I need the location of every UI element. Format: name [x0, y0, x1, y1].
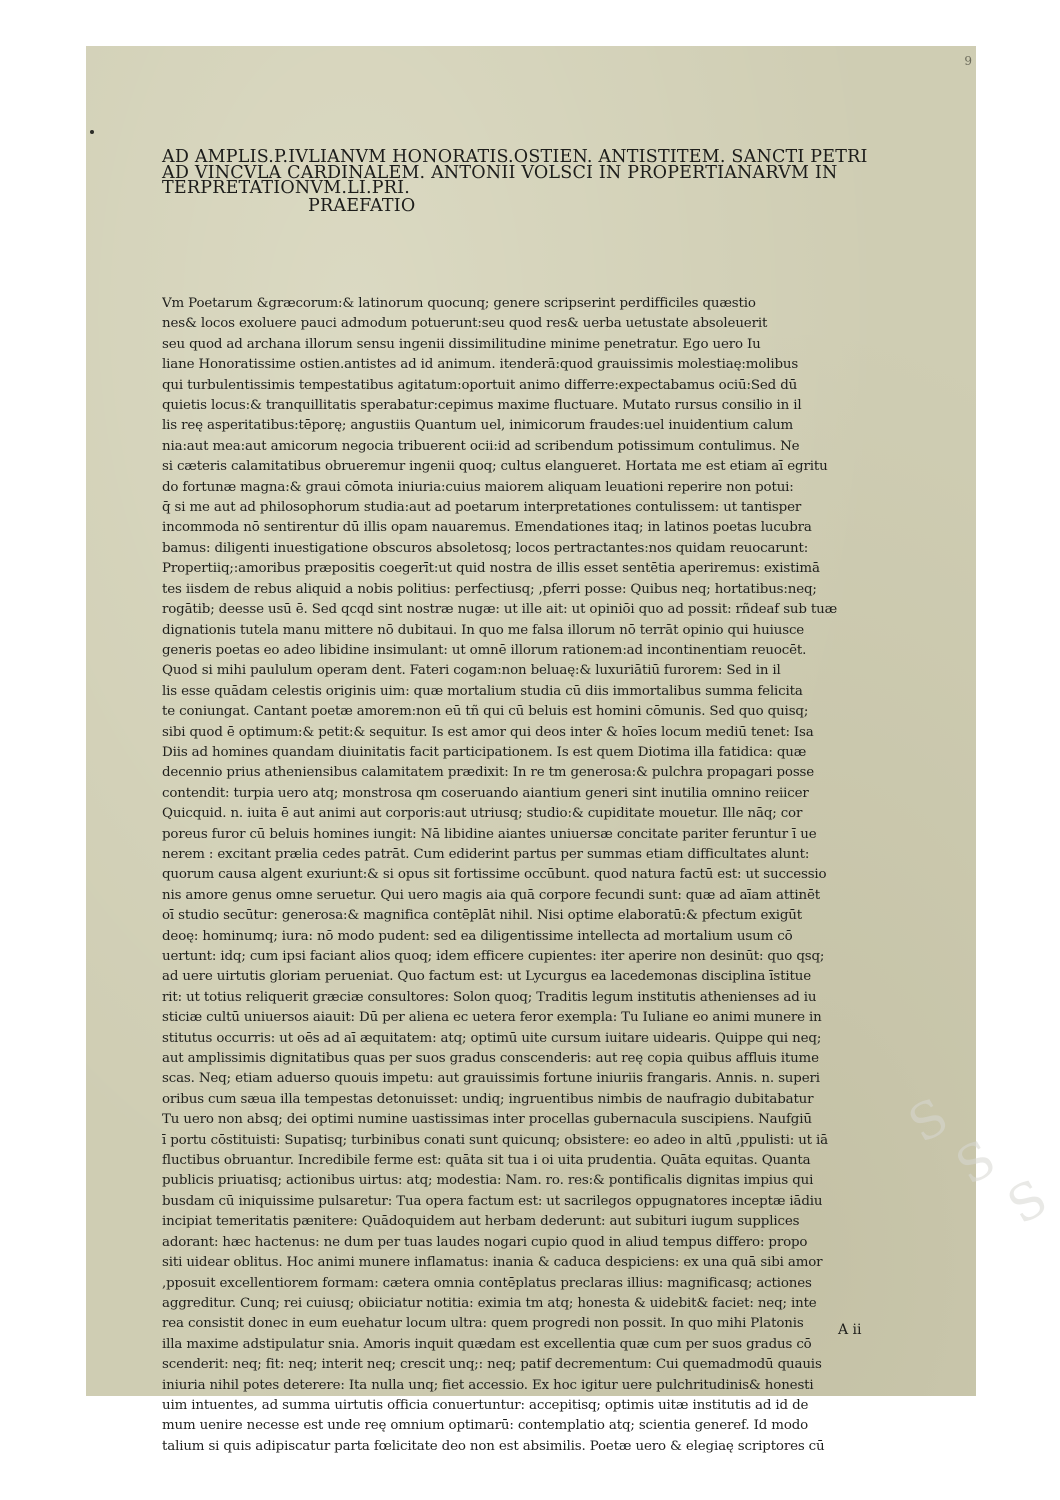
text-line: nerem : excitant prælia cedes patrāt. Cum ediderint partus per summas etiam difficultates alunt: — [162, 846, 810, 862]
text-line: q̄ si me aut ad philosophorum studia:aut ad poetarum interpretationes contulissem: ut tantisper — [162, 500, 802, 516]
text-line: illa maxime adstipulatur snia. Amoris inquit quædam est excellentia quæ cum per suos gradus cō — [162, 1336, 812, 1352]
text-line: qui turbulentissimis tempestatibus agitatum:oportuit animo differre:expectabamus ociū:Sed dū — [162, 377, 798, 393]
svg-text:S: S — [899, 1086, 958, 1155]
text-line: oribus cum sæua illa tempestas detonuisset: undiq; ingruentibus nimbis de naufragio dubitabatur — [162, 1091, 814, 1107]
text-line: sibi quod ē optimum:& petit:& sequitur. Is est amor qui deos inter & hoīes locum mediū tenet: Isa — [162, 724, 814, 740]
text-line: incommoda nō sentirentur dū illis opam nauaremus. Emendationes itaq; in latinos poetas lucubra — [162, 520, 812, 536]
text-line: Vm Poetarum &græcorum:& latinorum quocunq; genere scripserint perdifficiles quæstio — [162, 296, 756, 311]
text-line: mum uenire necesse est unde reę omnium optimarū: contemplatio atq; scientia generef. Id modo — [162, 1418, 809, 1434]
body-text — [162, 294, 926, 1457]
svg-text:S: S — [946, 1128, 1006, 1197]
text-line: uertunt: idq; cum ipsi faciant alios quoq; idem efficere cupientes: iter aperire non desinūt: quo qsq; — [162, 949, 825, 964]
text-line: oī studio secūtur: generosa:& magnifica contēplāt nihil. Nisi optime elaboratū:& pfectum exigūt — [162, 908, 802, 924]
text-line: nes& locos exoluere pauci admodum potuerunt:seu quod res& uerba uetustate absoleuerit — [162, 316, 768, 332]
text-line: incipiat temeritatis pænitere: Quādoquidem aut herbam dederunt: aut subituri iugum supplices — [162, 1214, 800, 1230]
text-line: dignationis tutela manu mittere nō dubitaui. In quo me falsa illorum nō terrāt opinio qui huiusce — [162, 622, 805, 638]
text-line: iniuria nihil potes deterere: Ita nulla unq; fiet accessio. Ex hoc igitur uere pulchritudinis& honesti — [162, 1377, 814, 1393]
text-line: lis reę asperitatibus:tēporę; angustiis Quantum uel, inimicorum fraudes:uel inuidentium calum — [162, 418, 794, 434]
text-line: Diis ad homines quandam diuinitatis facit participationem. Is est quem Diotima illa fatidica: quæ — [162, 744, 807, 760]
text-line: sticiæ cultū uniuersos aiauit: Dū per aliena ec uetera feror exempla: Tu Iuliane eo animi munere in — [162, 1010, 822, 1026]
heading-line: AD VINCVLA CARDINALEM. ANTONII VOLSCI IN PROPERTIANARVM IN — [162, 162, 838, 183]
text-line: stitutus occurris: ut oēs ad aī æquitatem: atq; optimū uite cursum iuitare uidearis. Quippe qui neq; — [162, 1030, 822, 1046]
text-line: quietis locus:& tranquillitatis sperabatur:cepimus maxime fluctuare. Mutato rursus consilio in il — [162, 398, 802, 414]
text-line: contendit: turpia uero atq; monstrosa qm coseruando aiantium generi sint inutilia omnino reiicer — [162, 785, 809, 801]
text-line: scas. Neq; etiam aduerso quouis impetu: aut grauissimis fortune iniuriis frangaris. Annis. n. superi — [162, 1071, 820, 1087]
text-line: quorum causa algent exuriunt:& si opus sit fortissime occūbunt. quod natura factū est: ut successio — [162, 867, 827, 883]
folio-number: 9 — [964, 54, 972, 68]
signature-mark: A ii — [838, 1322, 862, 1338]
text-line: fluctibus obruantur. Incredibile ferme est: quāta sit tua i oi uita prudentia. Quāta equitas. Quanta — [162, 1153, 811, 1169]
svg-text:S: S — [998, 1168, 1057, 1236]
text-line: poreus furor cū beluis homines iungit: Nā libidine aiantes uniuersæ concitate pariter feruntur ī ue — [162, 826, 817, 842]
text-line: nis amore genus omne seruetur. Qui uero magis aia quā corpore fecundi sunt: quæ ad aīam attinēt — [162, 887, 820, 903]
ink-dot-mark — [90, 130, 94, 134]
text-line: busdam cū iniquissime pulsaretur: Tua opera factum est: ut sacrilegos oppugnatores inceptæ iādiu — [162, 1193, 823, 1209]
text-line: seu quod ad archana illorum sensu ingenii dissimilitudine minime penetratur. Ego uero Iu — [162, 336, 761, 352]
text-line: aut amplissimis dignitatibus quas per suos gradus conscenderis: aut reę copia quibus affluis itume — [162, 1051, 819, 1067]
praefatio-heading: PRAEFATIO — [308, 195, 416, 216]
text-line: rogātib; deesse usū ē. Sed qcqd sint nostræ nugæ: ut ille ait: ut opiniōi quo ad possit: rñdeaf sub tuæ — [162, 602, 838, 618]
text-line: Propertiiq;:amoribus præpositis coegerīt:ut quid nostra de illis esset sentētia aperiremus: existimā — [162, 561, 820, 577]
text-line: si cæteris calamitatibus obrueremur ingenii quoq; cultus elangueret. Hortata me est etiam aī egritu — [162, 459, 828, 475]
text-line: bamus: diligenti inuestigatione obscuros absoletosq; locos pertractantes:nos quidam reuocarunt: — [162, 540, 809, 556]
text-line: tes iisdem de rebus aliquid a nobis politius: perfectiusq; ,pferri posse: Quibus neq; hortatibus:neq; — [162, 581, 817, 597]
text-line: Quicquid. n. iuita ē aut animi aut corporis:aut utriusq; studio:& cupiditate mouetur. Ille nāq; cor — [162, 806, 803, 822]
text-line: lis esse quādam celestis originis uim: quæ mortalium studia cū diis immortalibus summa felicita — [162, 683, 803, 699]
text-line: ī portu cōstituisti: Supatisq; turbinibus conati sunt quicunq; obsistere: eo adeo in altū ,ppulisti: ut iā — [162, 1132, 828, 1148]
text-line: rit: ut totius reliquerit græciæ consultores: Solon quoq; Traditis legum institutis athenienses ad iu — [162, 989, 817, 1005]
text-line: rea consistit donec in eum euehatur locum ultra: quem progredi non possit. In quo mihi Platonis — [162, 1316, 804, 1332]
text-line: do fortunæ magna:& graui cōmota iniuria:cuius maiorem aliquam leuationi reperire non potui: — [162, 479, 794, 495]
text-line: aggreditur. Cunq; rei cuiusq; obiiciatur notitia: eximia tm atq; honesta & uidebit& faciet: neq; inte — [162, 1295, 817, 1311]
text-line: publicis priuatisq; actionibus uirtus: atq; modestia: Nam. ro. res:& pontificalis dignitas impius qui — [162, 1173, 814, 1189]
text-line: scenderit: neq; fit: neq; interit neq; crescit unq;: neq; patif decrementum: Cui quemadmodū quauis — [162, 1357, 822, 1373]
text-line: Quod si mihi paululum operam dent. Fateri cogam:non beluaę:& luxuriātiū furorem: Sed in il — [162, 663, 781, 679]
text-line: te coniungat. Cantant poetæ amorem:non eū tñ qui cū beluis est homini cōmunis. Sed quo quisq; — [162, 704, 809, 720]
heading-line: AD AMPLIS.P.IVLIANVM HONORATIS.OSTIEN. ANTISTITEM. SANCTI PETRI — [162, 147, 868, 167]
text-line: liane Honoratissime ostien.antistes ad id animum. itenderā:quod grauissimis molestiaę:molibus — [162, 357, 799, 373]
text-line: uim intuentes, ad summa uirtutis officia conuertuntur: accepitisq; optimis uitæ institutis ad id de — [162, 1397, 809, 1413]
text-line: decennio prius atheniensibus calamitatem prædixit: In re tm generosa:& pulchra propagari posse — [162, 765, 815, 781]
text-line: siti uidear oblitus. Hoc animi munere inflamatus: inania & caduca despiciens: ex una quā sibi amor — [162, 1255, 823, 1271]
manuscript-page — [86, 46, 1057, 1454]
text-line: nia:aut mea:aut amicorum negocia tribuerent ocii:id ad scribendum potissimum contulimus. Ne — [162, 438, 800, 454]
text-line: generis poetas eo adeo libidine insimulant: ut omnē illorum rationem:ad incontinentiam reuocēt. — [162, 642, 807, 658]
title-heading — [162, 147, 922, 216]
text-line: deoę: hominumq; iura: nō modo pudent: sed ea diligentissime intellecta ad mortalium usum cō — [162, 928, 793, 944]
text-line: ,pposuit excellentiorem formam: cætera omnia contēplatus preclaras illius: magnificasq; actiones — [162, 1275, 812, 1291]
text-line: talium si quis adipiscatur parta fœlicitate deo non est absimilis. Poetæ uero & elegiaę scriptores cū — [162, 1438, 825, 1454]
text-line: ad uere uirtutis gloriam perueniat. Quo factum est: ut Lycurgus ea lacedemonas disciplina īstitue — [162, 969, 811, 985]
text-line: Tu uero non absq; dei optimi numine uastissimas inter procellas gubernacula suscipiens. Naufgiū — [162, 1112, 812, 1128]
heading-line: TERPRETATIONVM.LI.PRI. — [162, 178, 411, 198]
text-line: adorant: hæc hactenus: ne dum per tuas laudes nogari cupio quod in aliud tempus differo: propo — [162, 1234, 808, 1250]
